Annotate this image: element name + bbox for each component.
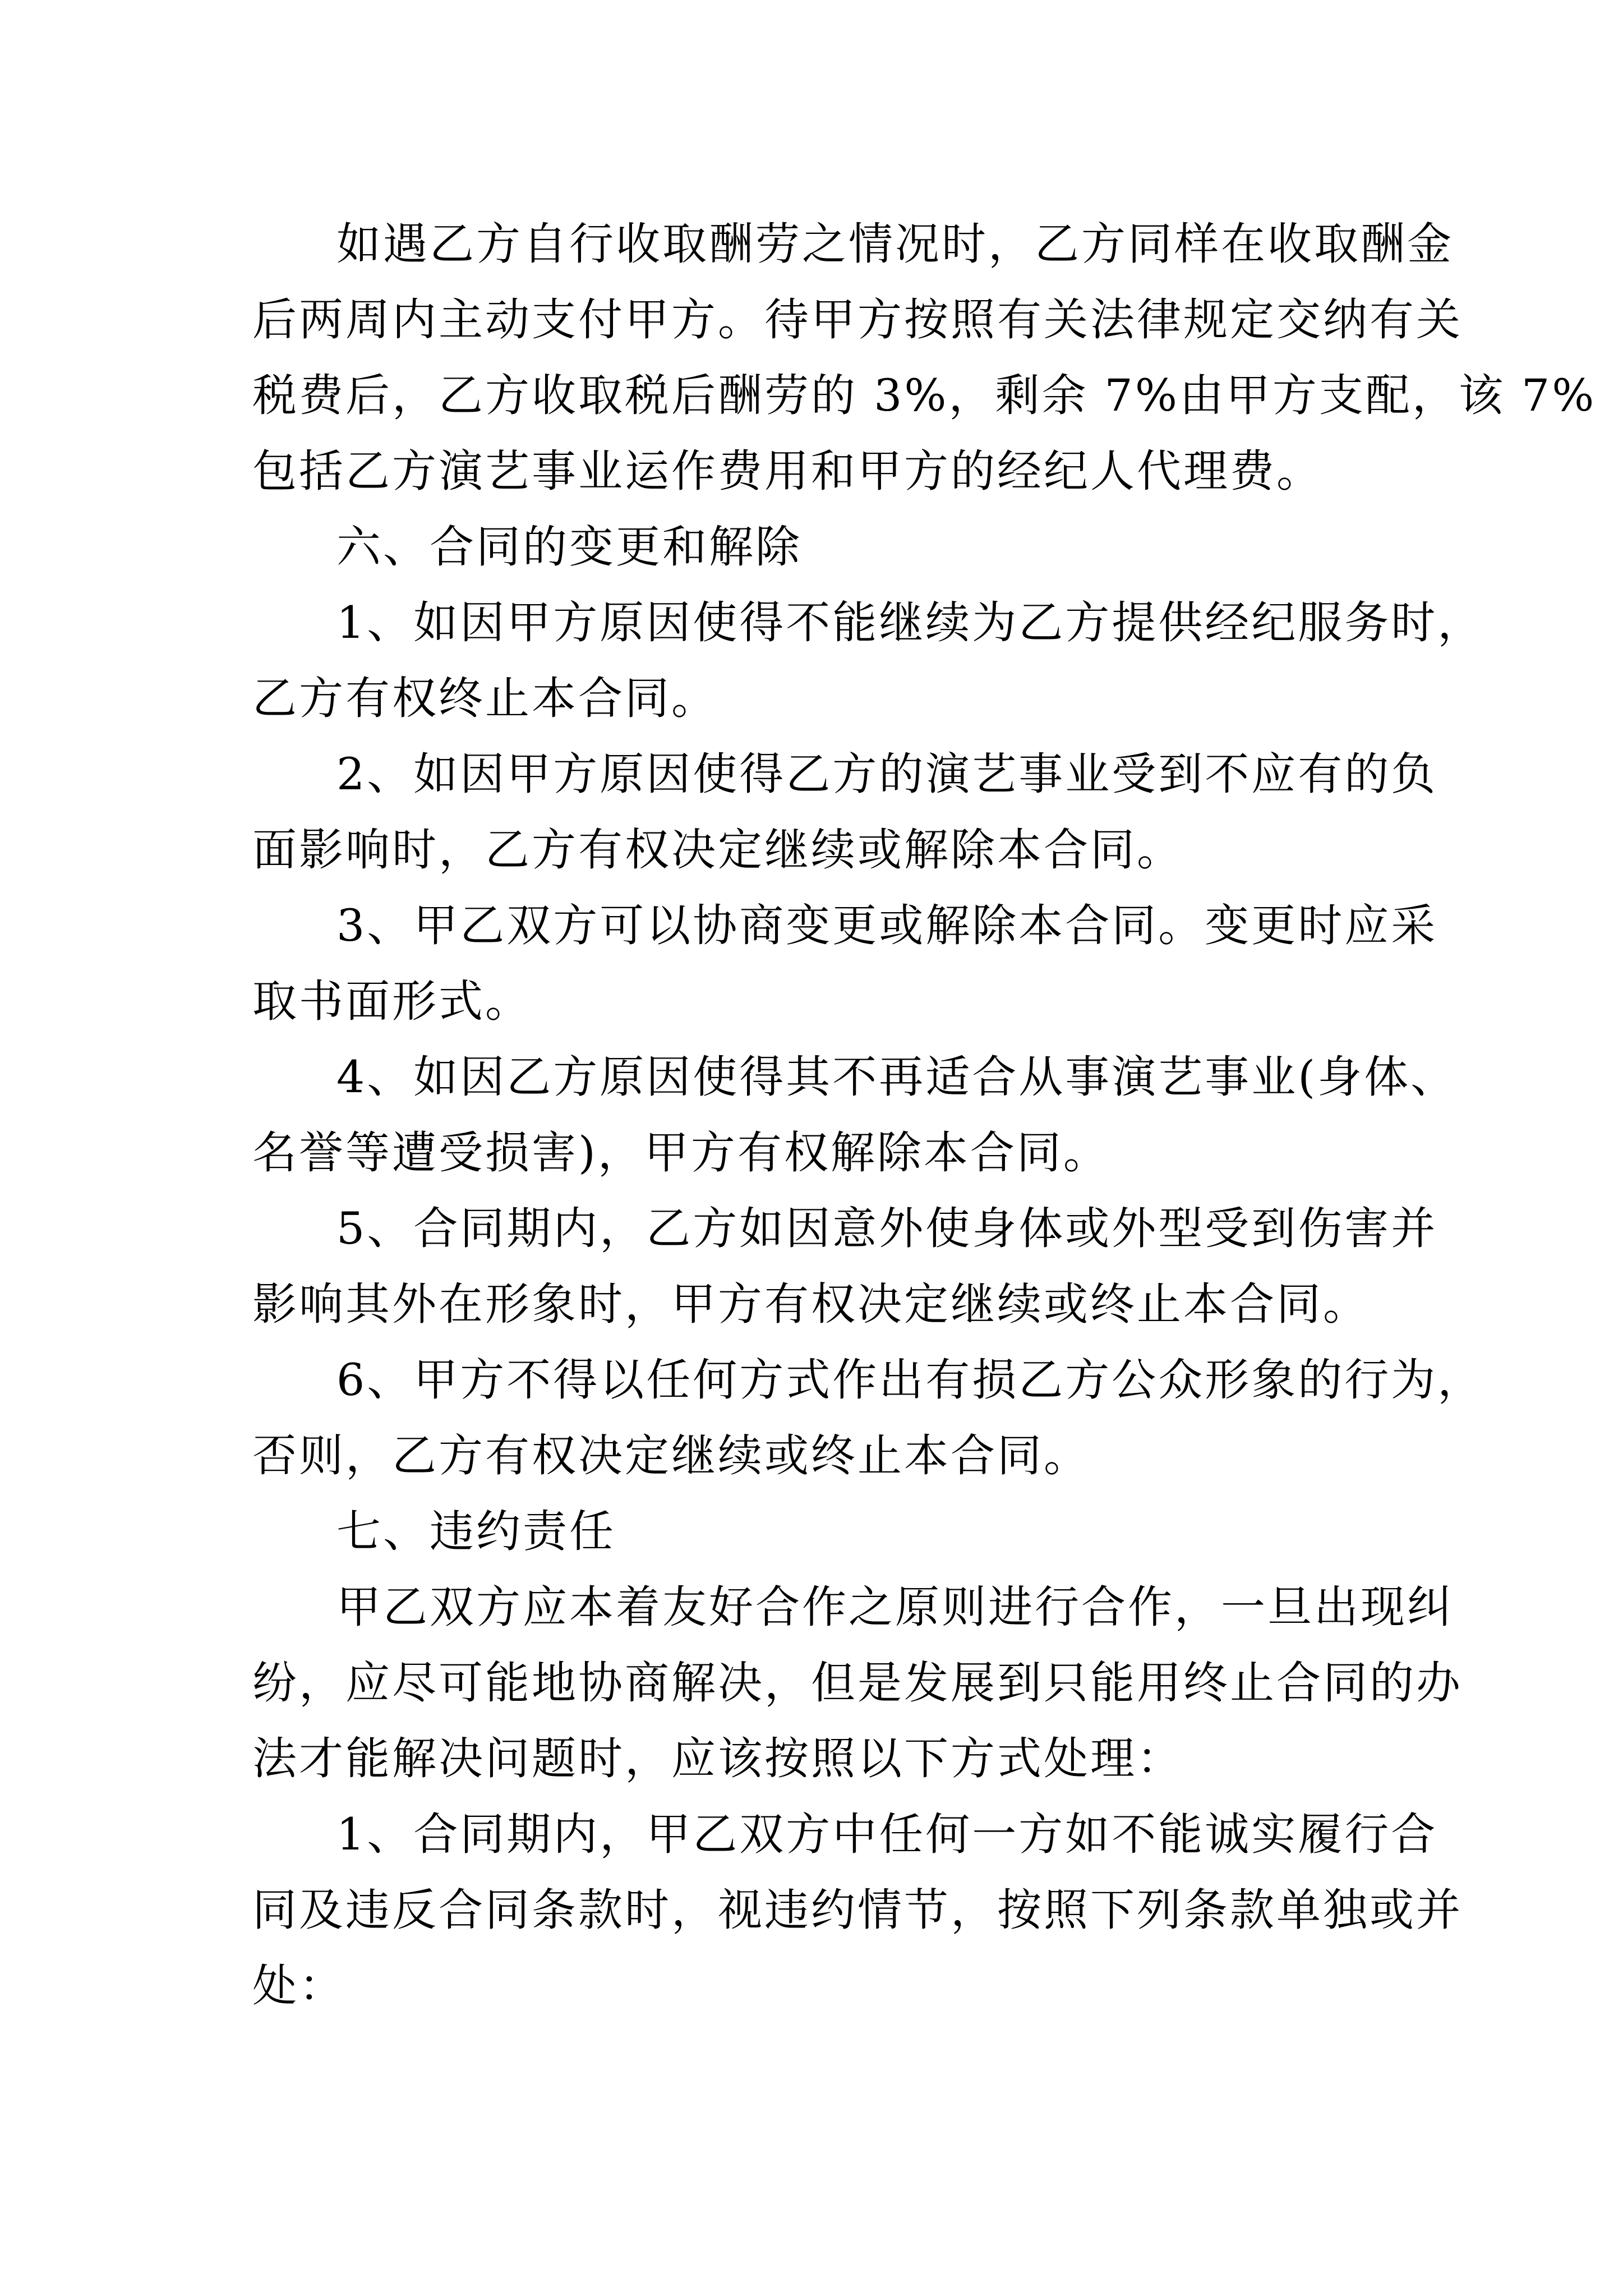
text-line: 包括乙方演艺事业运作费用和甲方的经纪人代理费。 <box>252 445 1323 497</box>
text-line: 1、合同期内，甲乙双方中任何一方如不能诚实履行合 <box>336 1809 1438 1860</box>
text-line: 面影响时，乙方有权决定继续或解除本合同。 <box>252 824 1183 876</box>
text-line: 同及违反合同条款时，视违约情节，按照下列条款单独或并 <box>252 1884 1463 1936</box>
text-line: 名誉等遭受损害)，甲方有权解除本合同。 <box>252 1127 1110 1179</box>
text-line: 5、合同期内，乙方如因意外使身体或外型受到伤害并 <box>336 1203 1438 1254</box>
text-line: 纷，应尽可能地协商解决，但是发展到只能用终止合同的办 <box>252 1657 1463 1709</box>
text-line: 1、如因甲方原因使得不能继续为乙方提供经纪服务时， <box>336 597 1484 648</box>
text-line: 如遇乙方自行收取酬劳之情况时，乙方同样在收取酬金 <box>336 218 1454 270</box>
text-line: 乙方有权终止本合同。 <box>252 673 718 724</box>
text-line: 否则，乙方有权决定继续或终止本合同。 <box>252 1430 1090 1481</box>
section-heading: 七、违约责任 <box>336 1506 616 1557</box>
text-line: 影响其外在形象时，甲方有权决定继续或终止本合同。 <box>252 1278 1370 1330</box>
text-line: 法才能解决问题时，应该按照以下方式处理： <box>252 1733 1183 1784</box>
section-heading: 六、合同的变更和解除 <box>336 521 802 573</box>
text-line: 2、如因甲方原因使得乙方的演艺事业受到不应有的负 <box>336 748 1438 800</box>
text-line: 3、甲乙双方可以协商变更或解除本合同。变更时应采 <box>336 900 1438 951</box>
text-line: 4、如因乙方原因使得其不再适合从事演艺事业(身体、 <box>336 1051 1458 1103</box>
text-line: 后两周内主动支付甲方。待甲方按照有关法律规定交纳有关 <box>252 294 1463 346</box>
text-line: 取书面形式。 <box>252 976 532 1027</box>
text-line: 税费后，乙方收取税后酬劳的 3%，剩余 7%由甲方支配，该 7% <box>252 370 1597 421</box>
text-line: 甲乙双方应本着友好合作之原则进行合作，一旦出现纠 <box>336 1581 1454 1633</box>
text-line: 6、甲方不得以任何方式作出有损乙方公众形象的行为， <box>336 1354 1484 1406</box>
text-line: 处： <box>252 1960 345 2012</box>
